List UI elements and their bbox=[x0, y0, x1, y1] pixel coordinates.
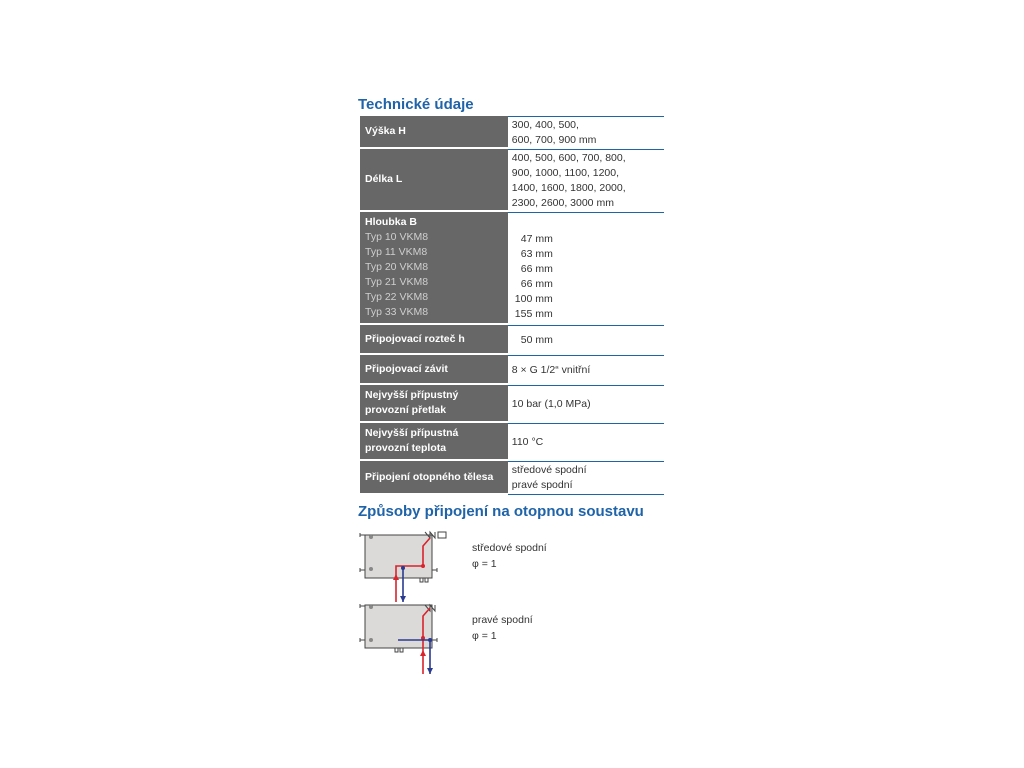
table-row bbox=[358, 423, 664, 461]
row-label: Připojovací rozteč h bbox=[358, 325, 508, 355]
row-value: středové spodní pravé spodní bbox=[508, 461, 664, 495]
row-value: 10 bar (1,0 MPa) bbox=[508, 385, 664, 423]
central-bottom-connection-diagram-icon bbox=[358, 530, 448, 602]
connection-caption: středové spodní φ = 1 bbox=[472, 542, 547, 570]
connection-caption: pravé spodní φ = 1 bbox=[472, 614, 533, 642]
row-label: Připojovací závit bbox=[358, 355, 508, 385]
row-label: Nejvyšší přípustný provozní přetlak bbox=[358, 385, 508, 423]
connection-methods-heading: Způsoby připojení na otopnou soustavu bbox=[358, 503, 644, 520]
row-value: 400, 500, 600, 700, 800, 900, 1000, 1100, 1200, 1400, 1600, 1800, 2000, 2300, 2600, 3000 mm bbox=[508, 149, 664, 212]
table-row bbox=[358, 325, 664, 355]
technical-data-table bbox=[358, 116, 664, 495]
row-value: 50 mm bbox=[508, 325, 664, 355]
row-label: Připojení otopného tělesa bbox=[358, 461, 508, 495]
row-label: Hloubka B Typ 10 VKM8 Typ 11 VKM8 Typ 20 VKM8 Typ 21 VKM8 Typ 22 VKM8 Typ 33 VKM8 bbox=[358, 212, 508, 325]
table-row bbox=[358, 212, 664, 325]
row-label: Výška H bbox=[358, 116, 508, 149]
table-row bbox=[358, 149, 664, 212]
right-bottom-connection-diagram-icon bbox=[358, 602, 448, 674]
row-value: 8 × G 1/2“ vnitřní bbox=[508, 355, 664, 385]
row-value: 110 °C bbox=[508, 423, 664, 461]
table-row bbox=[358, 116, 664, 149]
row-value: 300, 400, 500, 600, 700, 900 mm bbox=[508, 116, 664, 149]
row-label: Délka L bbox=[358, 149, 508, 212]
table-row bbox=[358, 461, 664, 495]
table-row bbox=[358, 385, 664, 423]
row-label: Nejvyšší přípustná provozní teplota bbox=[358, 423, 508, 461]
row-value: 47 mm 63 mm 66 mm 66 mm 100 mm 155 mm bbox=[508, 212, 664, 325]
table-row bbox=[358, 355, 664, 385]
technical-data-heading: Technické údaje bbox=[358, 96, 474, 113]
